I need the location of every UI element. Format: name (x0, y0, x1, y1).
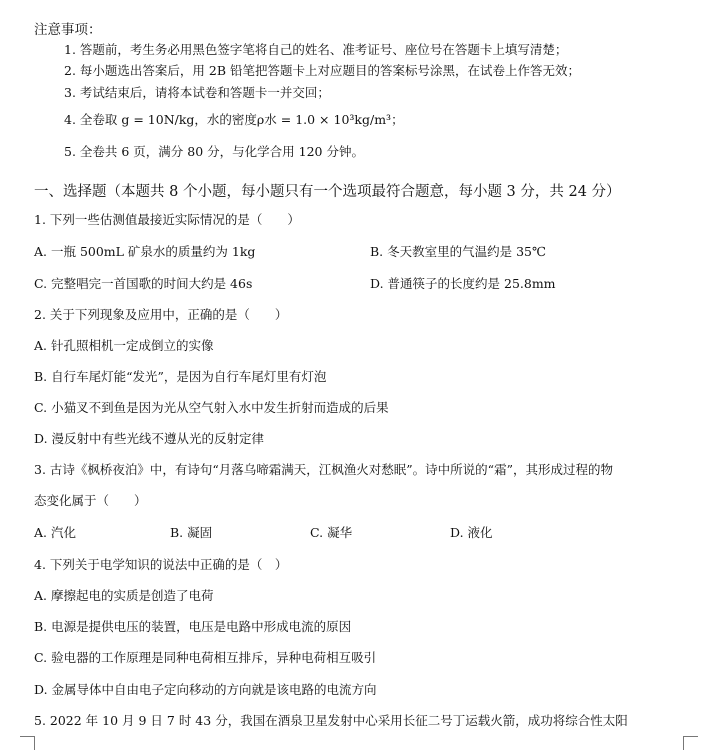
page-corner-mark-right (683, 736, 698, 750)
page-corner-mark-left (20, 736, 35, 750)
q2-stem: 2. 关于下列现象及应用中，正确的是（ ） (34, 307, 288, 322)
notes-title: 注意事项： (34, 22, 102, 38)
q2-option-c: C. 小猫叉不到鱼是因为光从空气射入水中发生折射而造成的后果 (34, 400, 389, 415)
q4-option-b: B. 电源是提供电压的装置，电压是电路中形成电流的原因 (34, 619, 352, 634)
q3-option-a: A. 汽化 (34, 525, 76, 540)
section-title: 一、选择题（本题共 8 个小题，每小题只有一个选项最符合题意，每小题 3 分，共 24 分） (34, 184, 621, 200)
q4-option-c: C. 验电器的工作原理是同种电荷相互排斥，异种电荷相互吸引 (34, 650, 377, 665)
q2-option-d: D. 漫反射中有些光线不遵从光的反射定律 (34, 431, 265, 446)
q2-option-b: B. 自行车尾灯能“发光”，是因为自行车尾灯里有灯泡 (34, 369, 327, 384)
q1-option-a: A. 一瓶 500mL 矿泉水的质量约为 1kg (34, 244, 256, 259)
q3-stem-line1: 3. 古诗《枫桥夜泊》中，有诗句“月落乌啼霜满天，江枫渔火对愁眠”。诗中所说的“霜”，其形成过程的物 (34, 462, 613, 477)
note-item-2: 2. 每小题选出答案后，用 2B 铅笔把答题卡上对应题目的答案标号涂黑，在试卷上作答无效； (64, 63, 580, 78)
q3-option-c: C. 凝华 (310, 525, 353, 540)
note-item-3: 3. 考试结束后，请将本试卷和答题卡一并交回； (64, 85, 330, 100)
q1-option-d: D. 普通筷子的长度约是 25.8mm (370, 276, 556, 291)
q1-stem: 1. 下列一些估测值最接近实际情况的是（ ） (34, 212, 300, 227)
note-item-4: 4. 全卷取 g = 10N/kg，水的密度ρ水 = 1.0 × 10³kg/m³； (64, 112, 404, 127)
q1-option-b: B. 冬天教室里的气温约是 35℃ (370, 244, 546, 259)
q3-option-b: B. 凝固 (170, 525, 213, 540)
note-item-5: 5. 全卷共 6 页，满分 80 分，与化学合用 120 分钟。 (64, 144, 364, 159)
q1-option-c: C. 完整唱完一首国歌的时间大约是 46s (34, 276, 253, 291)
q2-option-a: A. 针孔照相机一定成倒立的实像 (34, 338, 214, 353)
q4-option-a: A. 摩擦起电的实质是创造了电荷 (34, 588, 214, 603)
q3-option-d: D. 液化 (450, 525, 493, 540)
q5-stem: 5. 2022 年 10 月 9 日 7 时 43 分，我国在酒泉卫星发射中心采用长征二号丁运载火箭，成功将综合性太阳 (34, 713, 628, 728)
q4-option-d: D. 金属导体中自由电子定向移动的方向就是该电路的电流方向 (34, 682, 377, 697)
q3-stem-line2: 态变化属于（ ） (34, 493, 147, 508)
q4-stem: 4. 下列关于电学知识的说法中正确的是（ ） (34, 557, 288, 572)
note-item-1: 1. 答题前，考生务必用黑色签字笔将自己的姓名、准考证号、座位号在答题卡上填写清楚； (64, 42, 568, 57)
